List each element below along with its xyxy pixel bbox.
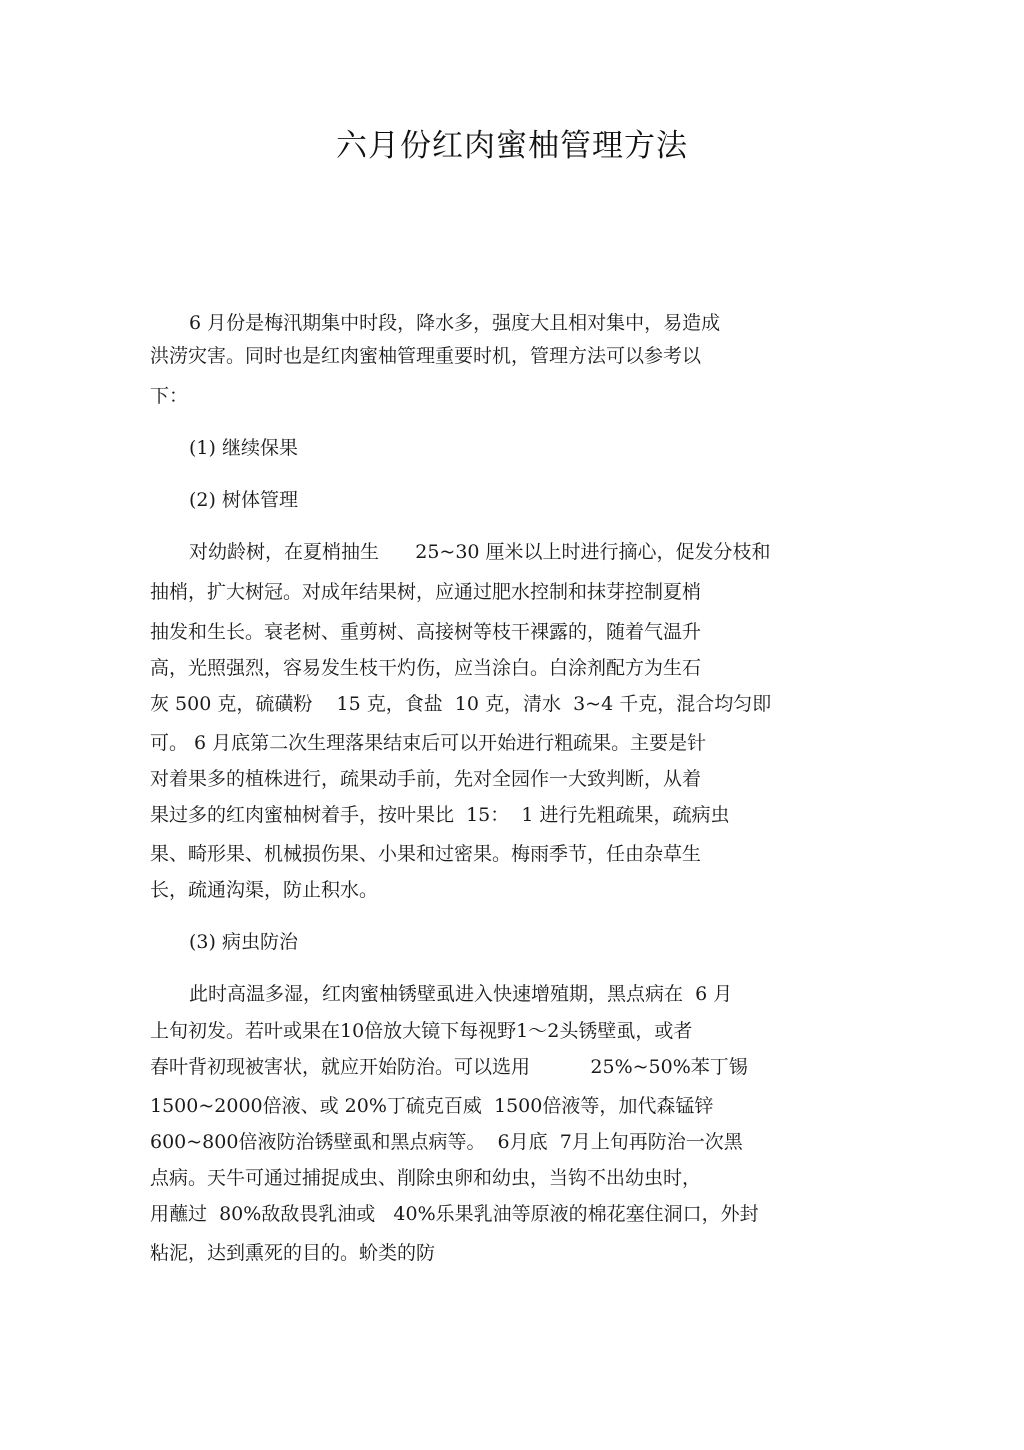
paragraph-line: 高，光照强烈，容易发生枝干灼伤，应当涂白。白涂剂配方为生石: [150, 657, 702, 679]
paragraph-line: 洪涝灾害。同时也是红肉蜜柚管理重要时机，管理方法可以参考以: [150, 345, 702, 367]
section-heading: (2) 树体管理: [189, 489, 298, 511]
paragraph-line: 此时高温多湿，红肉蜜柚锈壁虱进入快速增殖期，黑点病在 6 月: [189, 983, 733, 1005]
paragraph-line: 粘泥，达到熏死的目的。蚧类的防: [150, 1242, 436, 1264]
document-title: 六月份红肉蜜柚管理方法: [336, 128, 688, 164]
paragraph-line: 600~800倍液防治锈壁虱和黑点病等。 6月底 7月上旬再防治一次黑: [150, 1131, 743, 1153]
paragraph-line: 春叶背初现被害状，就应开始防治。可以选用 25%~50%苯丁锡: [150, 1056, 748, 1078]
paragraph-line: 果过多的红肉蜜柚树着手，按叶果比 15： 1 进行先粗疏果，疏病虫: [150, 804, 730, 826]
section-heading: (1) 继续保果: [189, 437, 298, 459]
paragraph-line: 6 月份是梅汛期集中时段，降水多，强度大且相对集中，易造成: [189, 312, 721, 334]
paragraph-line: 灰 500 克，硫磺粉 15 克，食盐 10 克，清水 3~4 千克，混合均匀即: [150, 693, 772, 715]
paragraph-line: 1500~2000倍液、或 20%丁硫克百威 1500倍液等，加代森锰锌: [150, 1095, 714, 1117]
paragraph-line: 用蘸过 80%敌敌畏乳油或 40%乐果乳油等原液的棉花塞住洞口，外封: [150, 1203, 759, 1225]
paragraph-line: 可。 6 月底第二次生理落果结束后可以开始进行粗疏果。主要是针: [150, 732, 707, 754]
paragraph-line: 对着果多的植株进行，疏果动手前，先对全园作一大致判断，从着: [150, 768, 702, 790]
section-heading: (3) 病虫防治: [189, 931, 298, 953]
paragraph-line: 下：: [150, 385, 189, 407]
paragraph-line: 上旬初发。若叶或果在10倍放大镜下每视野1～2头锈壁虱，或者: [150, 1020, 693, 1042]
paragraph-line: 抽发和生长。衰老树、重剪树、高接树等枝干裸露的，随着气温升: [150, 621, 702, 643]
paragraph-line: 果、畸形果、机械损伤果、小果和过密果。梅雨季节，任由杂草生: [150, 843, 702, 865]
paragraph-line: 长，疏通沟渠，防止积水。: [150, 879, 379, 901]
paragraph-line: 对幼龄树，在夏梢抽生 25~30 厘米以上时进行摘心，促发分枝和: [189, 541, 771, 563]
paragraph-line: 抽梢，扩大树冠。对成年结果树，应通过肥水控制和抹芽控制夏梢: [150, 581, 702, 603]
paragraph-line: 点病。天牛可通过捕捉成虫、削除虫卵和幼虫，当钩不出幼虫时，: [150, 1167, 702, 1189]
